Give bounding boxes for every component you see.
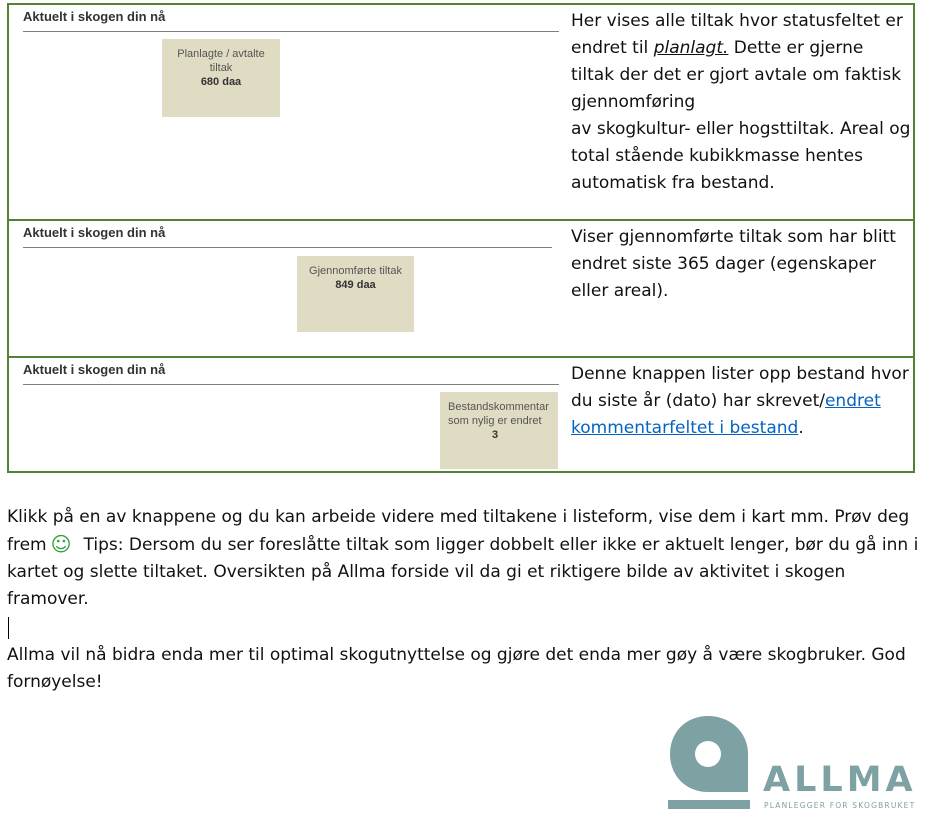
widget-title: Aktuelt i skogen din nå [23,362,166,377]
logo-wordmark: ALLMA [763,760,917,800]
completed-measures-tile[interactable] [297,256,414,332]
paragraph-text: Klikk på en av knappene og du kan arbeide videre med tiltakene i listeform, vise dem i kart mm. Prøv deg frem [7,507,910,555]
stand-comment-tile[interactable] [440,392,558,469]
description-text: Denne knappen lister opp bestand hvor du siste år (dato) har skrevet/ [571,364,909,411]
tile-label: Bestandskommentar [448,401,549,413]
description-text: . [798,418,804,438]
tile-value: 680 daa [200,76,242,88]
tile-label: tiltak [209,62,233,74]
table-row [9,3,913,219]
tile-value: 3 [491,429,499,441]
table-row [9,219,913,356]
smiley-icon: ☺ [50,532,72,556]
divider [23,31,559,32]
paragraph-text: Allma vil nå bidra enda mer til optimal skogutnyttelse og gjøre det enda mer gøy å være skogbruker. God fornøyelse! [7,645,906,692]
allma-logo-mark-icon [668,714,758,814]
closing-paragraph [7,642,919,696]
divider [23,247,552,248]
description-text: Her vises alle tiltak hvor statusfeltet er endret til [571,11,903,58]
widget-title: Aktuelt i skogen din nå [23,9,166,24]
widget-preview [9,221,566,356]
paragraph-text: Tips: Dersom du ser foreslåtte tiltak som ligger dobbelt eller ikke er aktuelt lenger, bør du gå inn i kartet og slette tiltaket. Oversikten på Allma forside vil da gi et riktigere bilde av aktivitet i skogen framover. [7,535,919,609]
stand-comment-link[interactable]: endret kommentarfeltet i bestand [571,391,881,438]
allma-logo [668,714,918,814]
logo-tagline: PLANLEGGER FOR SKOGBRUKET [764,801,916,810]
tile-value: 849 daa [335,279,376,291]
widget-title: Aktuelt i skogen din nå [23,225,166,240]
planned-measures-tile[interactable] [162,39,280,117]
instructions-paragraph [7,504,919,613]
tile-label: Planlagte / avtalte [177,48,265,60]
description-text: av skogkultur- eller hogsttiltak. Areal og total stående kubikkmasse hentes automatisk fra bestand. [571,119,911,193]
widget-preview [9,358,566,471]
tile-label: som nylig er endret [448,415,542,427]
widget-preview [9,5,566,219]
divider [23,384,559,385]
description [571,224,911,305]
emphasized-text: planlagt. [653,38,729,58]
description [571,8,911,197]
tile-label: Gjennomførte tiltak [309,265,402,277]
text-cursor [8,617,9,639]
description-text: Dette er gjerne tiltak der det er gjort avtale om faktisk gjennomføring [571,38,902,112]
description-text: Viser gjennomførte tiltak som har blitt endret siste 365 dager (egenskaper eller areal). [571,227,896,301]
table-row [9,356,913,473]
description [571,361,911,442]
info-table [7,3,915,473]
